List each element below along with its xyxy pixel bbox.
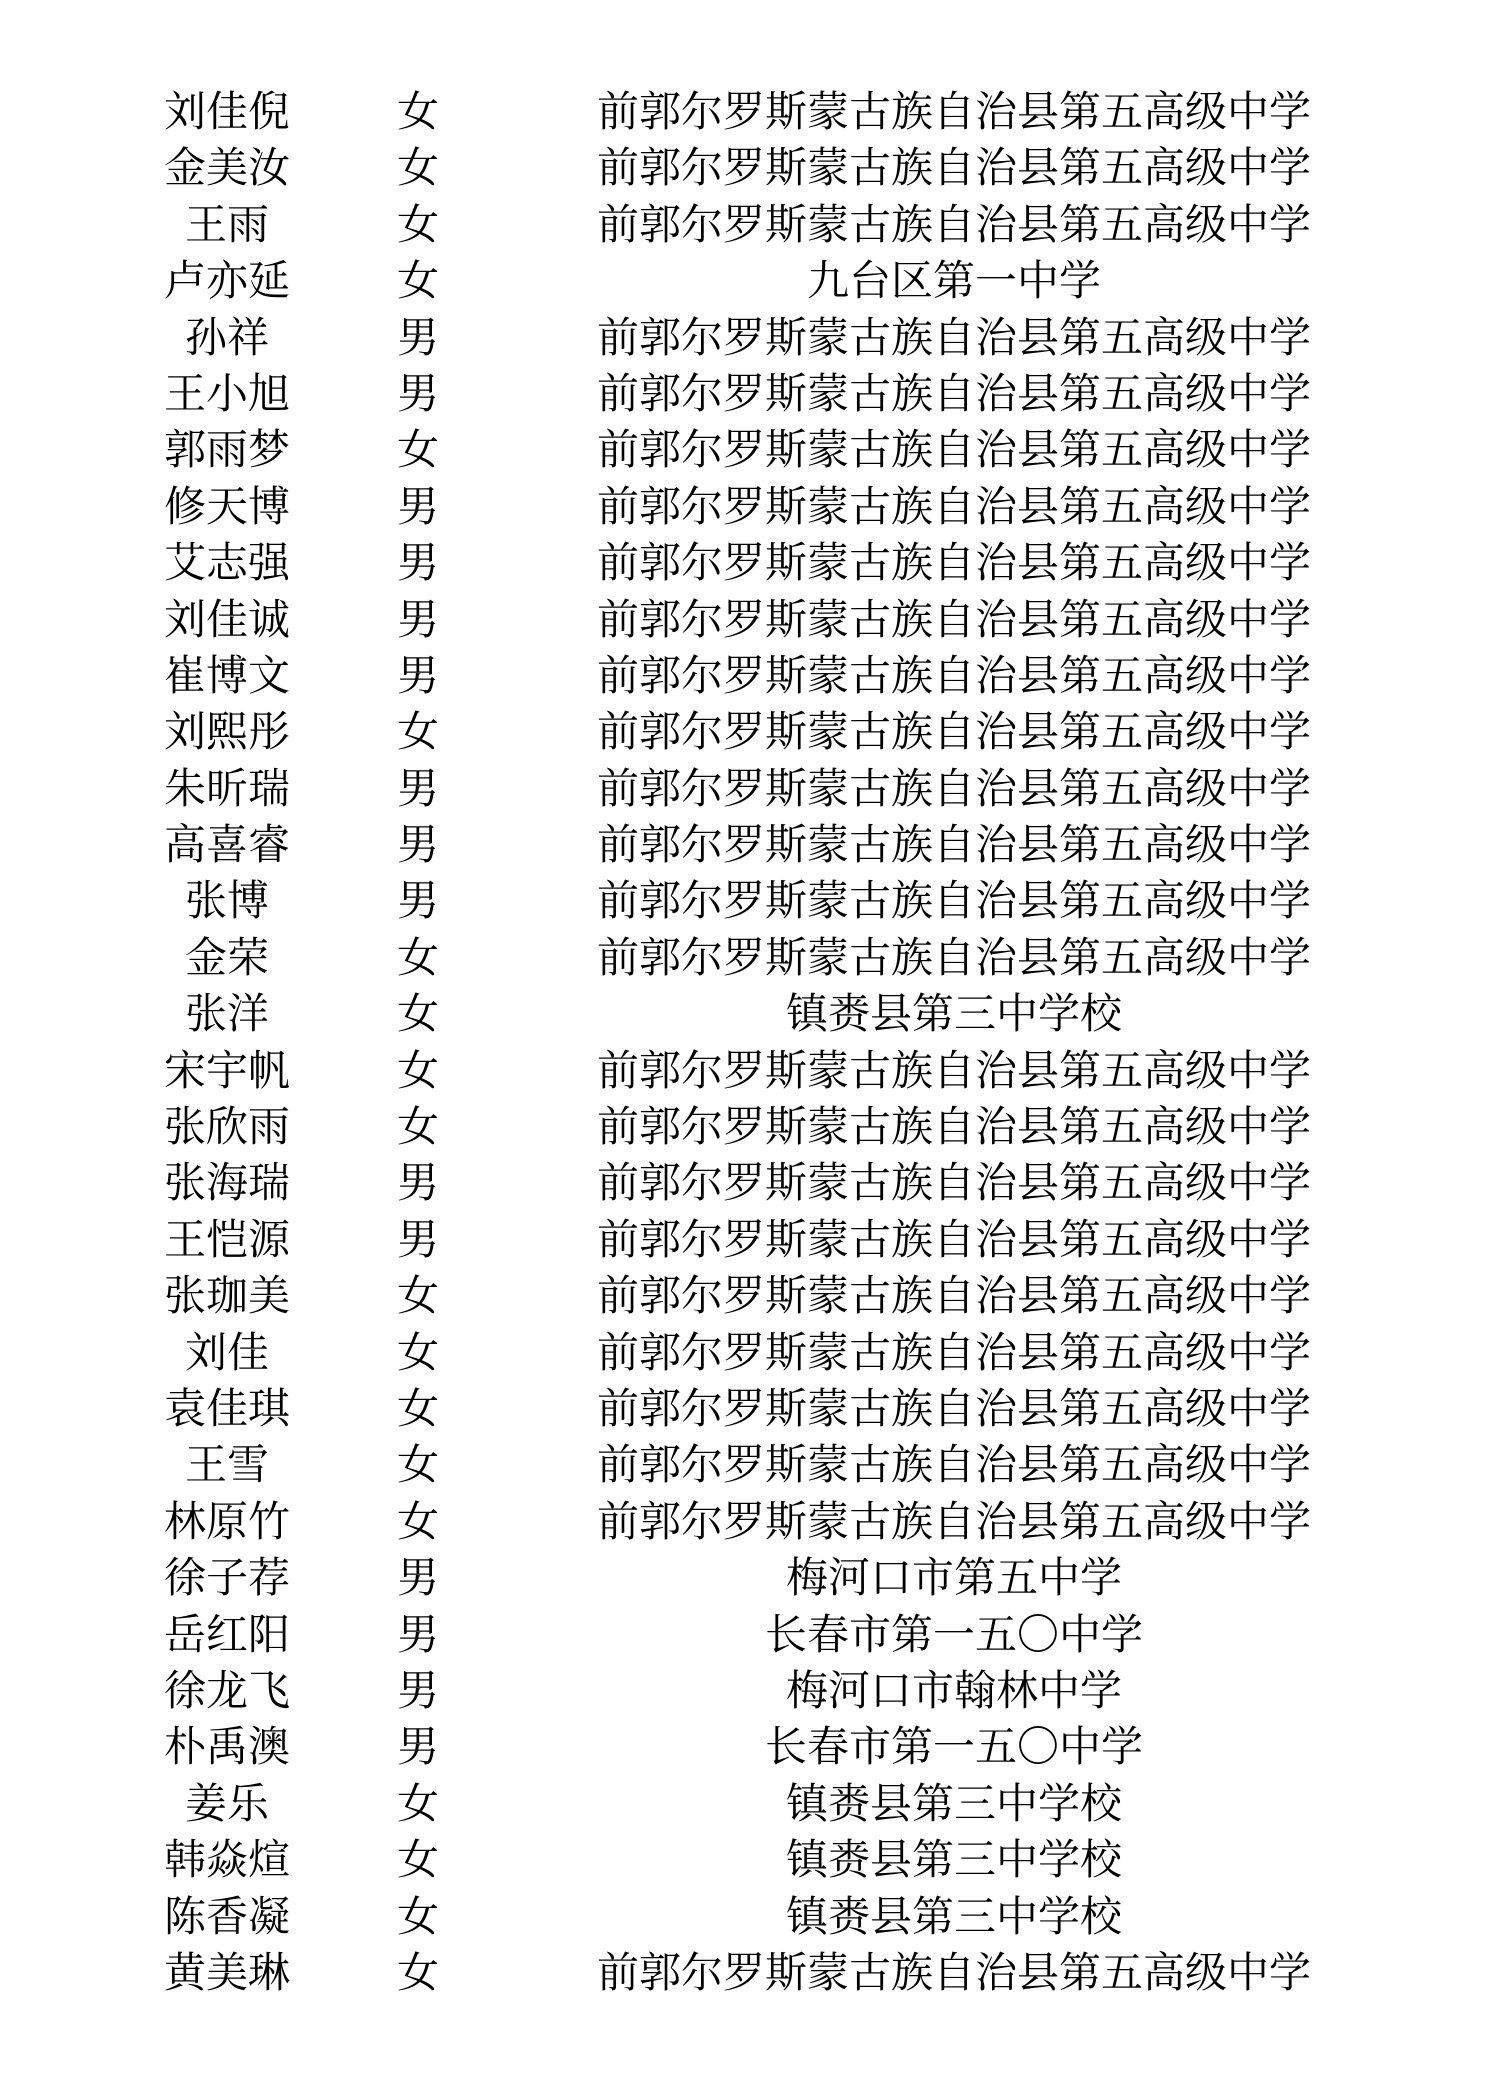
student-gender: 男 (396, 1553, 439, 1603)
student-gender: 女 (396, 1947, 439, 1997)
student-gender: 女 (396, 1327, 439, 1377)
roster-row (0, 986, 1496, 1042)
roster-row (0, 197, 1496, 253)
roster-row (0, 535, 1496, 591)
student-school: 前郭尔罗斯蒙古族自治县第五高级中学 (596, 538, 1311, 588)
student-name: 王恺源 (163, 1214, 290, 1264)
student-gender: 女 (396, 1891, 439, 1941)
student-school: 前郭尔罗斯蒙古族自治县第五高级中学 (596, 707, 1311, 757)
roster-row (0, 592, 1496, 648)
student-school: 前郭尔罗斯蒙古族自治县第五高级中学 (596, 1045, 1311, 1095)
roster-row (0, 140, 1496, 196)
student-gender: 女 (396, 1045, 439, 1095)
student-name: 修天博 (163, 481, 290, 531)
student-gender: 女 (396, 87, 439, 136)
student-name: 张海瑞 (163, 1158, 290, 1208)
student-name: 刘佳倪 (163, 87, 290, 136)
roster-row (0, 310, 1496, 366)
student-name: 徐子荐 (163, 1553, 290, 1603)
roster-row (0, 1945, 1496, 2001)
student-school: 镇赉县第三中学校 (785, 989, 1122, 1039)
student-gender: 女 (396, 989, 439, 1039)
student-gender: 男 (396, 820, 439, 870)
student-school: 九台区第一中学 (806, 256, 1101, 306)
student-gender: 男 (396, 594, 439, 644)
student-name: 徐龙飞 (163, 1665, 290, 1715)
student-school: 前郭尔罗斯蒙古族自治县第五高级中学 (596, 1214, 1311, 1264)
roster-row (0, 1889, 1496, 1945)
student-name: 王小旭 (163, 368, 290, 418)
student-gender: 男 (396, 1214, 439, 1264)
student-name: 刘佳 (184, 1327, 269, 1377)
student-school: 前郭尔罗斯蒙古族自治县第五高级中学 (596, 143, 1311, 193)
roster-list (0, 84, 1496, 2001)
student-name: 崔博文 (163, 650, 290, 700)
student-name: 朴禹澳 (163, 1722, 290, 1772)
student-name: 艾志强 (163, 538, 290, 588)
student-gender: 男 (396, 312, 439, 362)
student-gender: 男 (396, 1722, 439, 1772)
student-gender: 女 (396, 1383, 439, 1433)
roster-row (0, 1607, 1496, 1663)
student-name: 孙祥 (184, 312, 269, 362)
student-name: 王雪 (184, 1440, 269, 1490)
student-school: 长春市第一五〇中学 (764, 1609, 1143, 1659)
student-gender: 男 (396, 1609, 439, 1659)
student-school: 前郭尔罗斯蒙古族自治县第五高级中学 (596, 1496, 1311, 1546)
student-school: 前郭尔罗斯蒙古族自治县第五高级中学 (596, 820, 1311, 870)
student-gender: 男 (396, 538, 439, 588)
roster-row (0, 1832, 1496, 1888)
roster-row (0, 1381, 1496, 1437)
roster-row (0, 873, 1496, 929)
student-gender: 女 (396, 143, 439, 193)
student-school: 梅河口市第五中学 (785, 1553, 1122, 1603)
student-gender: 女 (396, 1271, 439, 1321)
roster-row (0, 930, 1496, 986)
student-name: 刘佳诚 (163, 594, 290, 644)
student-name: 林原竹 (163, 1496, 290, 1546)
student-school: 前郭尔罗斯蒙古族自治县第五高级中学 (596, 481, 1311, 531)
student-name: 陈香凝 (163, 1891, 290, 1941)
student-school: 前郭尔罗斯蒙古族自治县第五高级中学 (596, 1947, 1311, 1997)
roster-row (0, 366, 1496, 422)
student-name: 袁佳琪 (163, 1383, 290, 1433)
student-gender: 男 (396, 481, 439, 531)
student-gender: 男 (396, 368, 439, 418)
student-name: 张洋 (184, 989, 269, 1039)
student-school: 前郭尔罗斯蒙古族自治县第五高级中学 (596, 1158, 1311, 1208)
roster-row (0, 1268, 1496, 1324)
student-school: 长春市第一五〇中学 (764, 1722, 1143, 1772)
roster-row (0, 817, 1496, 873)
student-school: 镇赉县第三中学校 (785, 1835, 1122, 1885)
student-name: 岳红阳 (163, 1609, 290, 1659)
roster-row (0, 84, 1496, 140)
roster-row (0, 1437, 1496, 1493)
student-name: 姜乐 (184, 1778, 269, 1828)
roster-row (0, 704, 1496, 760)
student-gender: 女 (396, 1496, 439, 1546)
student-gender: 男 (396, 1158, 439, 1208)
student-name: 金荣 (184, 932, 269, 982)
student-name: 卢亦延 (163, 256, 290, 306)
student-school: 前郭尔罗斯蒙古族自治县第五高级中学 (596, 1102, 1311, 1152)
roster-row (0, 1663, 1496, 1719)
student-name: 宋宇帆 (163, 1045, 290, 1095)
student-name: 张珈美 (163, 1271, 290, 1321)
student-name: 朱昕瑞 (163, 763, 290, 813)
student-gender: 男 (396, 1665, 439, 1715)
student-gender: 女 (396, 425, 439, 475)
student-name: 郭雨梦 (163, 425, 290, 475)
roster-row (0, 1099, 1496, 1155)
student-school: 镇赉县第三中学校 (785, 1891, 1122, 1941)
student-gender: 女 (396, 932, 439, 982)
student-gender: 男 (396, 763, 439, 813)
student-school: 镇赉县第三中学校 (785, 1778, 1122, 1828)
student-school: 前郭尔罗斯蒙古族自治县第五高级中学 (596, 1440, 1311, 1490)
roster-row (0, 253, 1496, 309)
roster-row (0, 479, 1496, 535)
student-school: 前郭尔罗斯蒙古族自治县第五高级中学 (596, 425, 1311, 475)
student-name: 金美汝 (163, 143, 290, 193)
student-gender: 女 (396, 1102, 439, 1152)
roster-row (0, 1212, 1496, 1268)
student-name: 韩焱煊 (163, 1835, 290, 1885)
student-school: 前郭尔罗斯蒙古族自治县第五高级中学 (596, 932, 1311, 982)
roster-row (0, 1719, 1496, 1775)
student-school: 前郭尔罗斯蒙古族自治县第五高级中学 (596, 876, 1311, 926)
student-school: 前郭尔罗斯蒙古族自治县第五高级中学 (596, 1383, 1311, 1433)
roster-row (0, 1325, 1496, 1381)
student-school: 前郭尔罗斯蒙古族自治县第五高级中学 (596, 1271, 1311, 1321)
student-gender: 女 (396, 256, 439, 306)
student-name: 张欣雨 (163, 1102, 290, 1152)
student-name: 刘熙彤 (163, 707, 290, 757)
student-name: 王雨 (184, 199, 269, 249)
student-school: 前郭尔罗斯蒙古族自治县第五高级中学 (596, 312, 1311, 362)
roster-row (0, 1043, 1496, 1099)
student-school: 前郭尔罗斯蒙古族自治县第五高级中学 (596, 1327, 1311, 1377)
roster-row (0, 1776, 1496, 1832)
student-school: 前郭尔罗斯蒙古族自治县第五高级中学 (596, 594, 1311, 644)
student-gender: 女 (396, 199, 439, 249)
student-gender: 男 (396, 876, 439, 926)
roster-row (0, 1494, 1496, 1550)
student-school: 前郭尔罗斯蒙古族自治县第五高级中学 (596, 763, 1311, 813)
student-name: 黄美琳 (163, 1947, 290, 1997)
student-gender: 女 (396, 1835, 439, 1885)
student-gender: 女 (396, 1440, 439, 1490)
roster-row (0, 422, 1496, 478)
student-name: 高喜睿 (163, 820, 290, 870)
student-name: 张博 (184, 876, 269, 926)
student-gender: 女 (396, 1778, 439, 1828)
student-school: 前郭尔罗斯蒙古族自治县第五高级中学 (596, 87, 1311, 136)
roster-row (0, 761, 1496, 817)
student-school: 前郭尔罗斯蒙古族自治县第五高级中学 (596, 199, 1311, 249)
student-school: 前郭尔罗斯蒙古族自治县第五高级中学 (596, 368, 1311, 418)
student-school: 前郭尔罗斯蒙古族自治县第五高级中学 (596, 650, 1311, 700)
student-gender: 女 (396, 707, 439, 757)
roster-row (0, 1550, 1496, 1606)
roster-row (0, 1155, 1496, 1211)
student-school: 梅河口市翰林中学 (785, 1665, 1122, 1715)
student-gender: 男 (396, 650, 439, 700)
roster-row (0, 648, 1496, 704)
